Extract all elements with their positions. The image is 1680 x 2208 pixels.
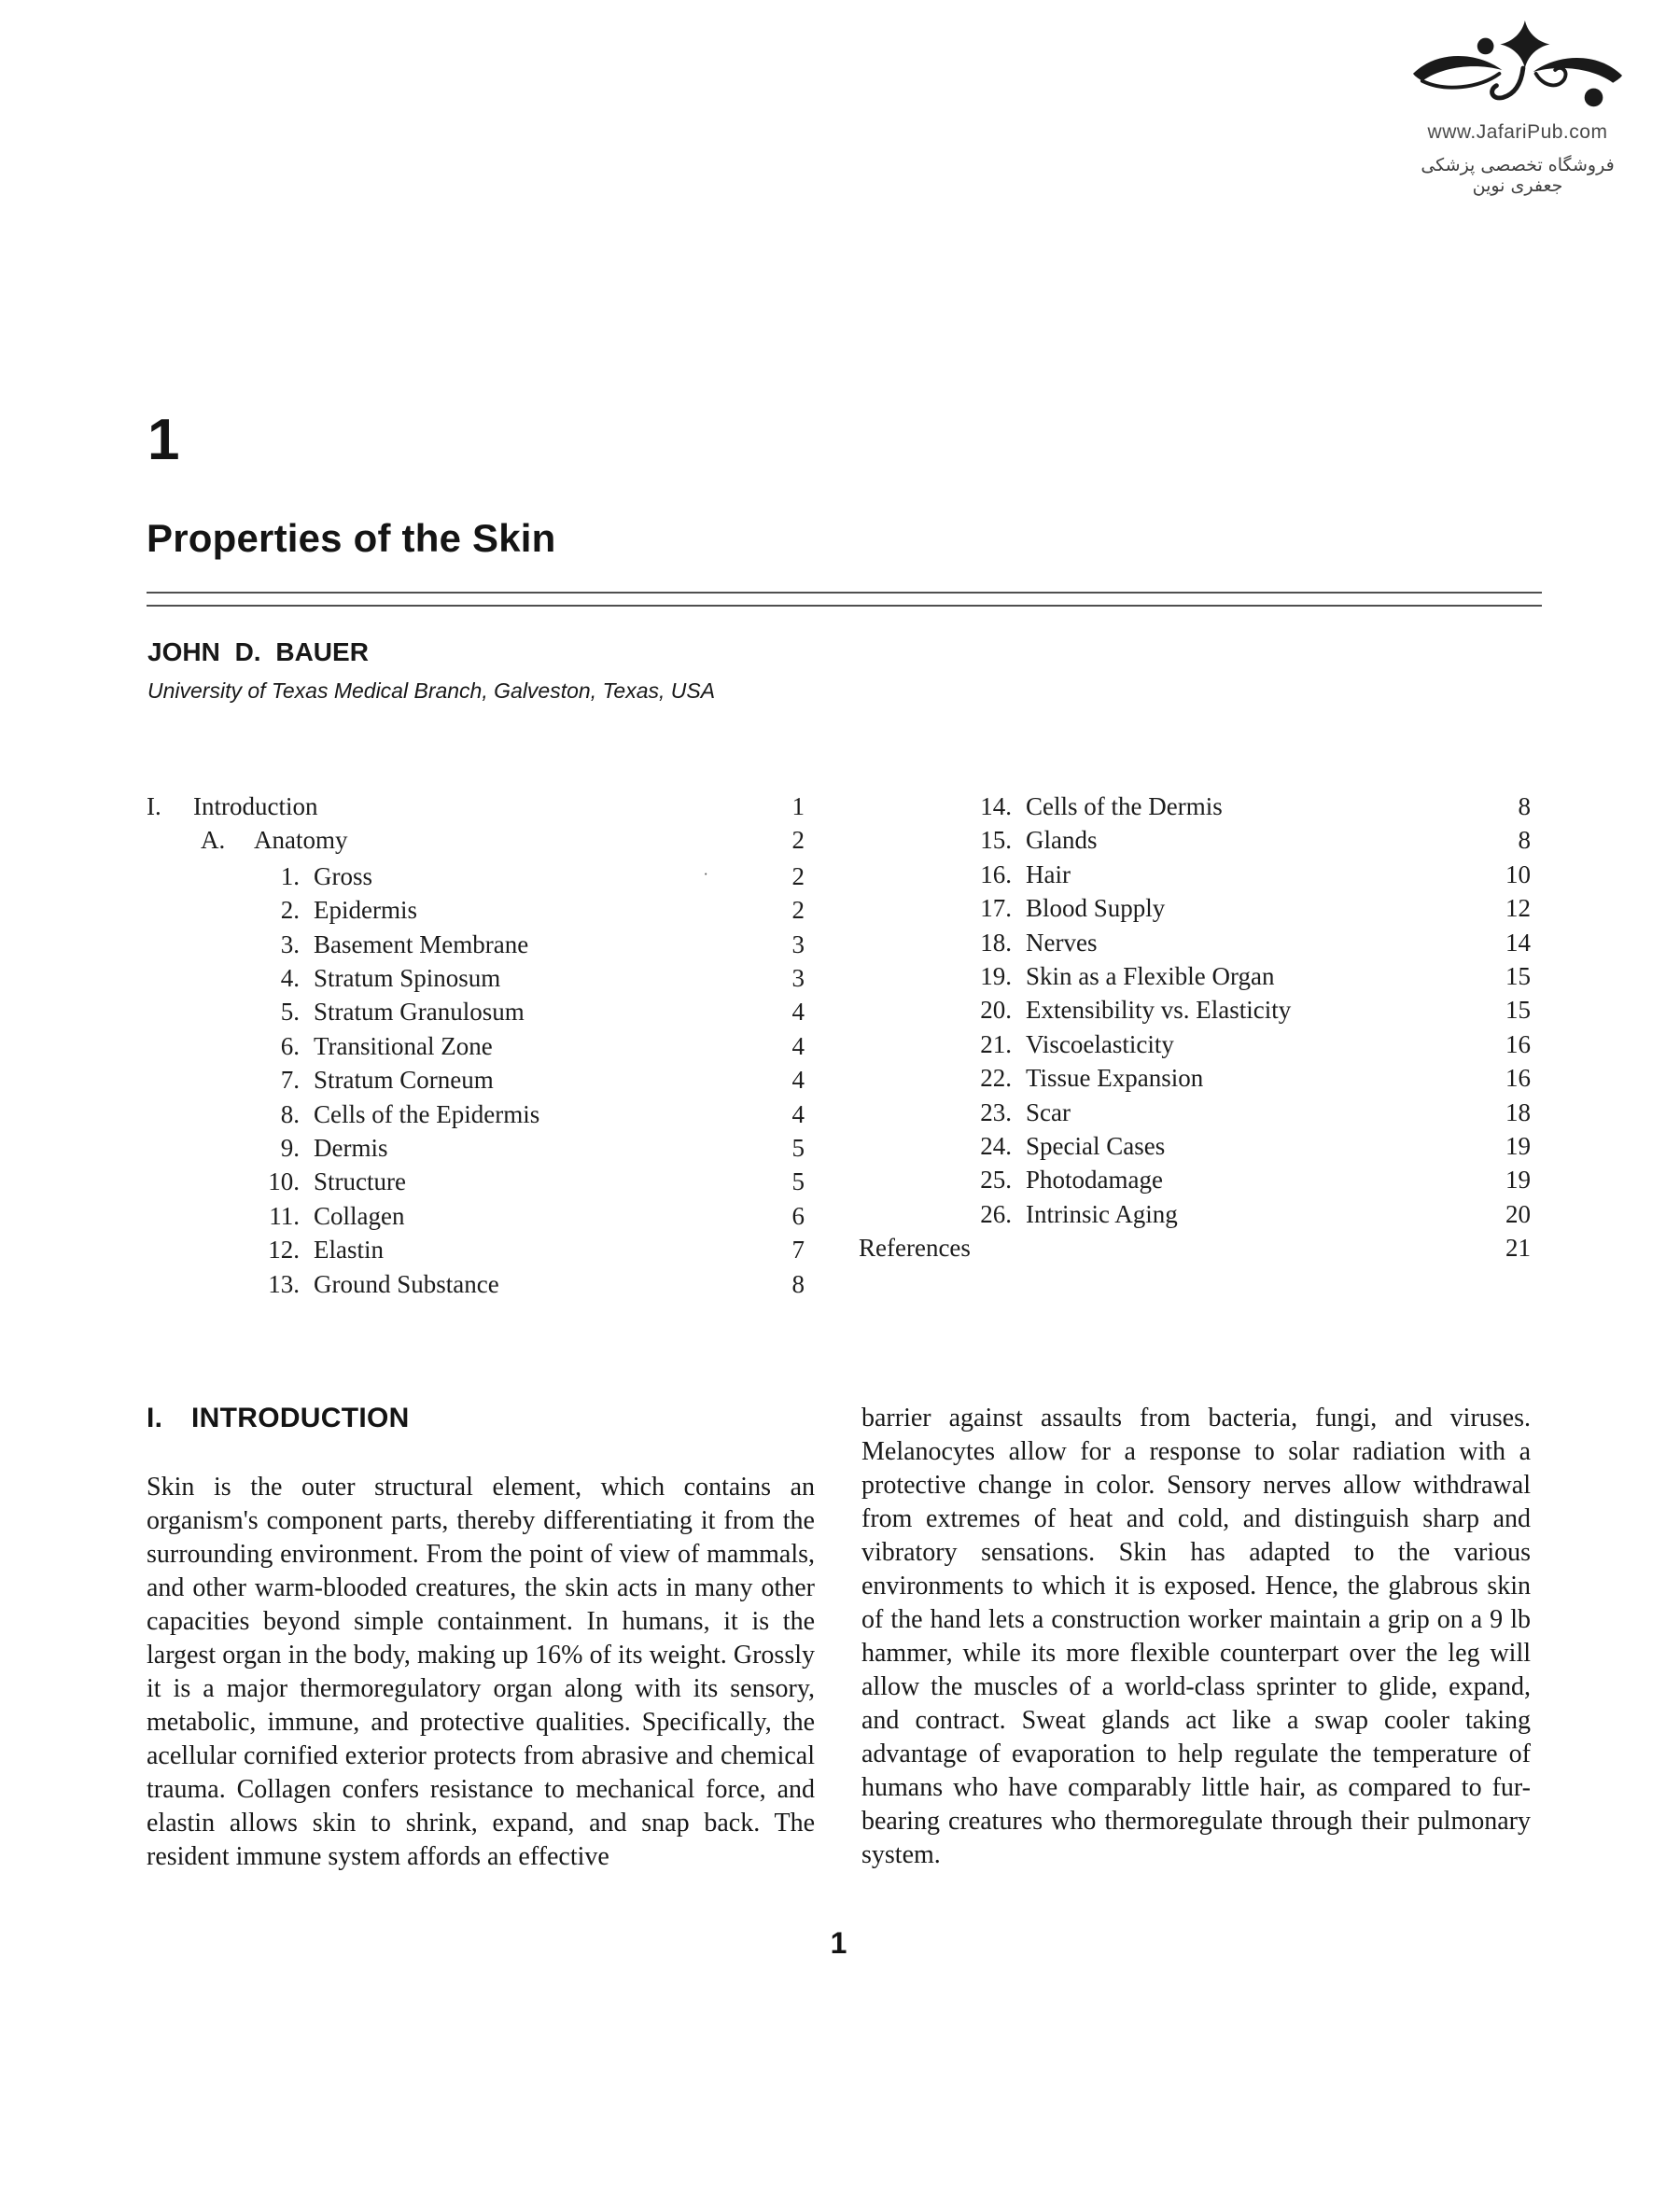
toc-entry-number: 17. bbox=[980, 894, 1012, 923]
toc-entry-number: 20. bbox=[980, 996, 1012, 1025]
toc-entry-spacer bbox=[372, 858, 760, 893]
page-number: 1 bbox=[830, 1926, 847, 1960]
toc-entry bbox=[147, 995, 805, 1028]
toc-entry-page: 8 bbox=[791, 1269, 805, 1298]
toc-entry-label: Cells of the Dermis bbox=[1026, 792, 1223, 820]
toc-entry-number: 8. bbox=[280, 1099, 300, 1128]
toc-entry-page: 3 bbox=[791, 964, 805, 993]
toc-entry-page: 20 bbox=[1505, 1199, 1531, 1228]
toc-entry-page: 18 bbox=[1505, 1097, 1531, 1126]
toc-entry-page: 2 bbox=[791, 826, 805, 855]
toc-entry-number: 23. bbox=[980, 1097, 1012, 1126]
toc-entry-number: 22. bbox=[980, 1064, 1012, 1093]
toc-entry bbox=[147, 928, 805, 961]
toc-entry bbox=[147, 823, 805, 857]
toc-entry-number: 6. bbox=[280, 1031, 300, 1060]
toc-entry bbox=[859, 1231, 1531, 1265]
title-rule bbox=[147, 592, 1542, 607]
toc-entry bbox=[147, 1267, 805, 1301]
toc-entry-number: 14. bbox=[980, 792, 1012, 820]
chapter-number: 1 bbox=[147, 408, 180, 472]
publisher-brand bbox=[1396, 19, 1639, 196]
toc-entry-page: 7 bbox=[791, 1236, 805, 1265]
toc-entry-page: 4 bbox=[791, 1099, 805, 1128]
toc-entry-label: Epidermis bbox=[314, 896, 417, 925]
toc-entry bbox=[859, 858, 1531, 891]
toc-entry-number: 3. bbox=[280, 929, 300, 958]
publisher-tagline: فروشگاه تخصصی پزشکی جعفری نوین bbox=[1421, 155, 1615, 196]
intro-paragraph-left: Skin is the outer structural element, which contains an organism's component parts, thereby differentiating it from the surrounding environment. From the point of view of mammals, and other warm-blooded creatures, the skin acts in many other capacities beyond simple containment. In humans, it is the largest organ in the body, making up 16% of its weight. Grossly it is a major thermoregulatory organ along with its sensory, metabolic, immune, and protective qualities. Specifically, the acellular cornified exterior protects from abrasive and chemical trauma. Collagen confers resistance to mechanical force, and elastin allows skin to shrink, expand, and snap back. The resident immune system affords an effective bbox=[147, 1473, 815, 1871]
toc-entry-page: 12 bbox=[1505, 894, 1531, 923]
toc-entry-page: 6 bbox=[791, 1201, 805, 1230]
toc-entry bbox=[147, 858, 805, 893]
toc-entry bbox=[147, 1097, 805, 1131]
toc-entry-label: Introduction bbox=[193, 792, 318, 820]
text-column-left bbox=[147, 1402, 815, 1874]
toc-entry-label: Transitional Zone bbox=[314, 1031, 493, 1060]
toc-entry-page: 14 bbox=[1505, 928, 1531, 957]
toc-entry-label: Stratum Spinosum bbox=[314, 964, 501, 993]
toc-entry-number: 24. bbox=[980, 1132, 1012, 1161]
intro-section bbox=[147, 1402, 1531, 1874]
toc-entry-number: 26. bbox=[980, 1199, 1012, 1228]
scan-artifact-mark: · bbox=[703, 864, 708, 883]
toc-entry-label: Structure bbox=[314, 1167, 406, 1196]
text-column-right bbox=[861, 1402, 1531, 1874]
toc-entry-label: Skin as a Flexible Organ bbox=[1026, 962, 1275, 991]
toc-entry-page: 16 bbox=[1505, 1064, 1531, 1093]
toc-entry-number: 5. bbox=[280, 998, 300, 1027]
toc-entry-page: 1 bbox=[791, 792, 805, 820]
toc-entry-label: Basement Membrane bbox=[314, 929, 529, 958]
toc-entry-page: 2 bbox=[791, 896, 805, 925]
toc-entry-page: 15 bbox=[1505, 996, 1531, 1025]
toc-entry-number: I. bbox=[147, 792, 161, 820]
toc-entry bbox=[147, 893, 805, 927]
toc-entry-label: Special Cases bbox=[1026, 1132, 1166, 1161]
toc-entry-page: 4 bbox=[791, 1031, 805, 1060]
toc-entry bbox=[147, 1199, 805, 1233]
toc-entry bbox=[859, 1129, 1531, 1163]
toc-entry-number: 21. bbox=[980, 1029, 1012, 1058]
toc-entry-label: References bbox=[859, 1234, 971, 1263]
publisher-url: www.JafariPub.com bbox=[1427, 121, 1608, 143]
toc-entry-number: 4. bbox=[280, 964, 300, 993]
toc-entry-number: 25. bbox=[980, 1166, 1012, 1195]
toc-entry bbox=[859, 823, 1531, 857]
toc-entry-page: 5 bbox=[791, 1167, 805, 1196]
toc-entry-label: Blood Supply bbox=[1026, 894, 1166, 923]
toc-entry-number: 7. bbox=[280, 1066, 300, 1095]
toc-entry bbox=[859, 1163, 1531, 1196]
toc-entry-page: 3 bbox=[791, 929, 805, 958]
toc-entry-page: 10 bbox=[1505, 859, 1531, 888]
intro-paragraph-right: barrier against assaults from bacteria, fungi, and viruses. Melanocytes allow for a response to solar radiation with a protective change in color. Sensory nerves allow withdrawal from extremes of heat and cold, and distinguish sharp and vibratory sensations. Skin has adapted to the various environments to which it is exposed. Hence, the glabrous skin of the hand lets a construction worker maintain a grip on a 9 lb hammer, while its more flexible counterpart over the leg will allow the muscles of a world-class sprinter to glide, expand, and contract. Sweat glands act like a swap cooler taking advantage of evaporation to help regulate the temperature of humans who have comparably little hair, as compared to fur-bearing creatures who thermoregulate through their pulmonary system. bbox=[861, 1404, 1531, 1869]
toc-entry-page: 4 bbox=[791, 1066, 805, 1095]
toc-entry bbox=[147, 1063, 805, 1097]
jafaripub-calligraphy-logo-icon bbox=[1407, 19, 1628, 121]
toc-entry-label: Anatomy bbox=[254, 826, 348, 855]
toc-entry bbox=[147, 790, 805, 823]
toc-entry bbox=[859, 790, 1531, 823]
toc-entry-label: Elastin bbox=[314, 1236, 384, 1265]
chapter-title: Properties of the Skin bbox=[147, 516, 556, 560]
toc-column-left bbox=[147, 790, 805, 1301]
toc-entry-page: 4 bbox=[791, 998, 805, 1027]
toc-entry-page: 2 bbox=[791, 861, 805, 890]
toc-entry-number: A. bbox=[201, 826, 226, 855]
toc-entry-page: 19 bbox=[1505, 1166, 1531, 1195]
toc-entry-number: 13. bbox=[268, 1269, 300, 1298]
toc-entry-label: Ground Substance bbox=[314, 1269, 499, 1298]
toc-entry-page: 16 bbox=[1505, 1029, 1531, 1058]
toc-entry bbox=[859, 993, 1531, 1027]
toc-entry-label: Extensibility vs. Elasticity bbox=[1026, 996, 1292, 1025]
toc-entry-label: Hair bbox=[1026, 859, 1071, 888]
author-name: JOHN D. BAUER bbox=[147, 637, 369, 666]
toc-entry-label: Tissue Expansion bbox=[1026, 1064, 1204, 1093]
toc-entry bbox=[147, 1233, 805, 1266]
toc-entry bbox=[147, 961, 805, 995]
toc-entry-number: 9. bbox=[280, 1134, 300, 1163]
toc-entry-number: 19. bbox=[980, 962, 1012, 991]
toc-entry-label: Gross bbox=[314, 861, 373, 890]
section-heading bbox=[147, 1402, 815, 1435]
toc-entry-label: Collagen bbox=[314, 1201, 405, 1230]
toc-entry-label: Nerves bbox=[1026, 928, 1098, 957]
toc-entry bbox=[859, 926, 1531, 959]
toc-entry-number: 16. bbox=[980, 859, 1012, 888]
toc-entry-label: Stratum Corneum bbox=[314, 1066, 494, 1095]
toc-entry bbox=[147, 1029, 805, 1063]
toc-entry bbox=[147, 1131, 805, 1165]
toc-entry-page: 19 bbox=[1505, 1132, 1531, 1161]
toc-entry-label: Viscoelasticity bbox=[1026, 1029, 1174, 1058]
toc-entry bbox=[859, 1096, 1531, 1129]
toc-entry-label: Photodamage bbox=[1026, 1166, 1163, 1195]
toc-entry-number: 11. bbox=[269, 1201, 300, 1230]
toc-entry-number: 10. bbox=[268, 1167, 300, 1196]
toc-entry-label: Intrinsic Aging bbox=[1026, 1199, 1178, 1228]
toc-entry-label: Scar bbox=[1026, 1097, 1071, 1126]
toc-entry-page: 21 bbox=[1505, 1234, 1531, 1263]
toc-entry-label: Dermis bbox=[314, 1134, 388, 1163]
table-of-contents bbox=[147, 790, 1531, 1301]
toc-entry-page: 8 bbox=[1518, 826, 1531, 855]
toc-entry-label: Stratum Granulosum bbox=[314, 998, 525, 1027]
section-heading-number: I. bbox=[147, 1403, 163, 1433]
toc-entry bbox=[859, 891, 1531, 925]
toc-entry-page: 15 bbox=[1505, 962, 1531, 991]
section-heading-label: INTRODUCTION bbox=[191, 1403, 410, 1433]
toc-entry-page: 8 bbox=[1518, 792, 1531, 820]
toc-entry-number: 2. bbox=[280, 896, 300, 925]
toc-entry-number: 18. bbox=[980, 928, 1012, 957]
author-affiliation: University of Texas Medical Branch, Galveston, Texas, USA bbox=[147, 678, 716, 703]
toc-column-right bbox=[859, 790, 1531, 1301]
toc-entry bbox=[859, 1027, 1531, 1061]
toc-entry bbox=[859, 1197, 1531, 1231]
toc-entry-label: Glands bbox=[1026, 826, 1098, 855]
toc-entry-number: 12. bbox=[268, 1236, 300, 1265]
toc-entry-number: 1. bbox=[280, 861, 300, 890]
toc-entry bbox=[859, 1061, 1531, 1095]
toc-entry bbox=[147, 1165, 805, 1198]
toc-entry-label: Cells of the Epidermis bbox=[314, 1099, 540, 1128]
toc-entry-number: 15. bbox=[980, 826, 1012, 855]
toc-entry-page: 5 bbox=[791, 1134, 805, 1163]
toc-entry bbox=[859, 959, 1531, 993]
